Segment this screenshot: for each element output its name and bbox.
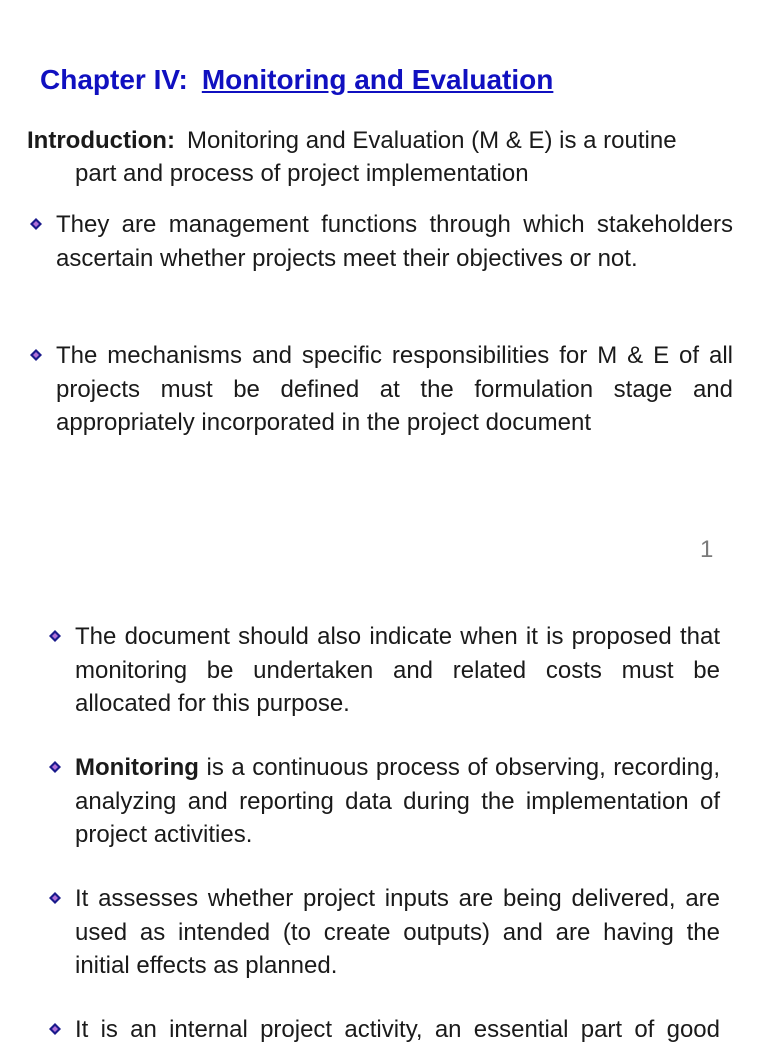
diamond-bullet-icon bbox=[49, 761, 61, 773]
bullet-item bbox=[75, 620, 720, 721]
bullet-text: is a continuous process of observing, recording, analyzing and reporting data during the implementation of project activities. bbox=[75, 754, 720, 848]
chapter-title-prefix: Chapter IV: bbox=[40, 64, 188, 95]
diamond-bullet-icon bbox=[49, 892, 61, 904]
diamond-bullet-icon bbox=[49, 630, 61, 642]
bullet-text: The mechanisms and specific responsibilities for M & E of all projects must be defined at the formulation stage and appropriately incorporated in the project document bbox=[56, 342, 733, 436]
diamond-bullet-icon bbox=[30, 349, 42, 361]
page-number: 1 bbox=[700, 536, 714, 563]
bullet-bold-term: Monitoring bbox=[75, 754, 199, 781]
bullet-text: It is an internal project activity, an essential part of good bbox=[75, 1016, 720, 1043]
bullet-item bbox=[56, 339, 733, 440]
introduction-label: Introduction: bbox=[27, 127, 175, 154]
bullet-item bbox=[75, 882, 720, 983]
bullet-text: The document should also indicate when it is proposed that monitoring be undertaken and related costs must be allocated for this purpose. bbox=[75, 623, 720, 717]
diamond-bullet-icon bbox=[49, 1023, 61, 1035]
bullet-text: It assesses whether project inputs are being delivered, are used as intended (to create outputs) and are having the initial effects as planned. bbox=[75, 885, 720, 979]
bullet-text: They are management functions through which stakeholders ascertain whether projects meet their objectives or not. bbox=[56, 211, 733, 272]
bullet-item bbox=[56, 208, 733, 275]
diamond-bullet-icon bbox=[30, 218, 42, 230]
chapter-title bbox=[40, 64, 553, 96]
introduction-text-line2: part and process of project implementation bbox=[75, 160, 529, 187]
bullet-item bbox=[75, 1013, 720, 1047]
introduction-text-line1: Monitoring and Evaluation (M & E) is a routine bbox=[186, 127, 677, 154]
chapter-title-link[interactable]: Monitoring and Evaluation bbox=[201, 64, 554, 95]
introduction-paragraph bbox=[27, 124, 737, 190]
bullet-item bbox=[75, 751, 720, 852]
